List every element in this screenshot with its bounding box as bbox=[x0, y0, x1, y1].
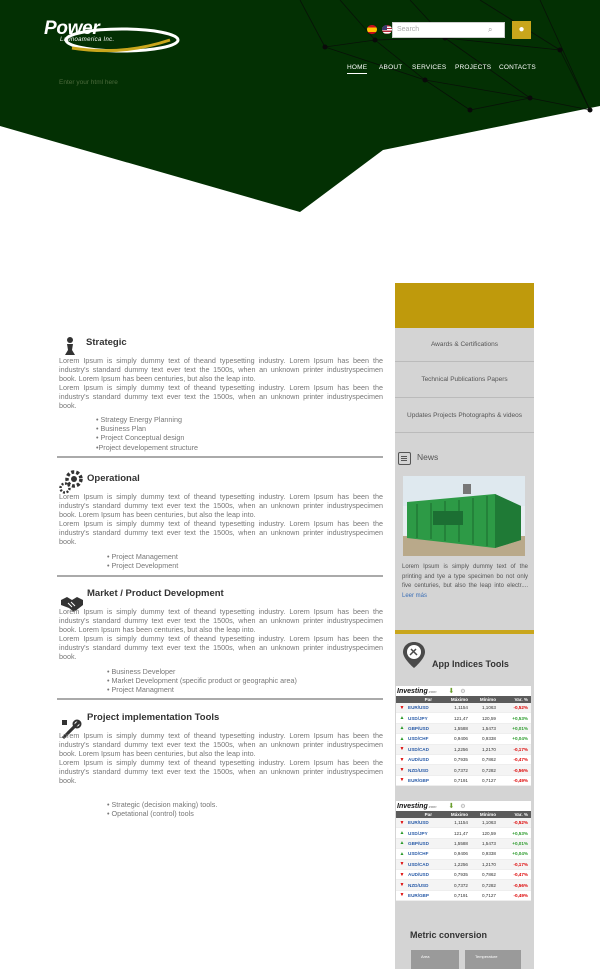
column-header: Var. % bbox=[514, 812, 528, 817]
section-tools-paragraph-1: Lorem Ipsum is simply dummy text of theand typesetting industry. Lorem Ipsum has been the industry's standard dummy text ever text the 1500s, when an unknown printer industryspecimen book. Lorem Ipsum has been centuries, but also the leap into. bbox=[59, 731, 383, 759]
cell-var: -0,52% bbox=[513, 705, 528, 711]
cell-var: +0,01% bbox=[512, 840, 528, 846]
column-header: Var. % bbox=[514, 697, 528, 702]
app-indices-title: App Indices Tools bbox=[432, 659, 509, 669]
search-icon[interactable]: ⌕ bbox=[488, 25, 493, 34]
news-body: Lorem Ipsum is simply dummy text of the printing and tye a type specimen bo not only five centuries, but also the leap into electr.... bbox=[402, 564, 528, 589]
cell-min: 1,1063 bbox=[481, 820, 496, 826]
investing-logo[interactable]: Investing.com bbox=[397, 802, 437, 810]
cell-var: +0,53% bbox=[512, 715, 528, 721]
cell-var: -0,47% bbox=[513, 757, 528, 763]
cell-var: -0,56% bbox=[513, 767, 528, 773]
table-row[interactable] bbox=[396, 839, 531, 849]
table-row[interactable] bbox=[396, 891, 531, 901]
section-operational-paragraph-1: Lorem Ipsum is simply dummy text of theand typesetting industry. Lorem Ipsum has been the industry's standard dummy text ever text the 1500s, when an unknown printer industryspecimen book. Lorem Ipsum has been centuries, but also the leap into. bbox=[59, 492, 383, 520]
news-image[interactable] bbox=[403, 476, 525, 556]
investing-widget-2 bbox=[396, 801, 531, 901]
list-item: • Project Conceptual design bbox=[96, 433, 185, 443]
section-market-paragraph-2: Lorem Ipsum is simply dummy text of theand typesetting industry. Lorem Ipsum has been the industry's standard dummy text ever text the 1500s, when an unknown printer industryspecimen book. bbox=[59, 634, 383, 662]
cell-max: 0,7372 bbox=[453, 767, 468, 773]
investing-logo[interactable]: Investing.com bbox=[397, 687, 437, 695]
cell-max: 0,9406 bbox=[453, 851, 468, 857]
investing-column-headers bbox=[396, 696, 531, 703]
metric-conversion-title: Metric conversion bbox=[410, 930, 488, 940]
user-button[interactable] bbox=[512, 21, 531, 39]
cell-pair[interactable]: AUD/USD bbox=[408, 872, 429, 878]
table-row[interactable] bbox=[396, 860, 531, 870]
up-arrow-icon: ▲ bbox=[399, 830, 405, 837]
nav-services[interactable]: SERVICES bbox=[412, 64, 447, 71]
table-row[interactable] bbox=[396, 724, 531, 734]
user-icon: ● bbox=[518, 24, 525, 35]
cell-var: -0,52% bbox=[513, 820, 528, 826]
down-arrow-icon: ▼ bbox=[399, 861, 405, 868]
sidebar-link-awards[interactable]: Awards & Certifications bbox=[395, 328, 534, 362]
down-arrow-icon: ▼ bbox=[399, 892, 405, 899]
list-item: • Strategic (decision making) tools. bbox=[107, 800, 218, 809]
up-arrow-icon: ▲ bbox=[399, 715, 405, 722]
cell-max: 0,7372 bbox=[453, 882, 468, 888]
chess-pawn-icon bbox=[64, 336, 76, 356]
cell-min: 1,2170 bbox=[481, 861, 496, 867]
table-row[interactable] bbox=[396, 703, 531, 713]
cell-min: 0,7862 bbox=[481, 872, 496, 878]
cell-var: -0,47% bbox=[513, 872, 528, 878]
cell-min: 120,59 bbox=[481, 830, 496, 836]
cell-var: +0,04% bbox=[512, 736, 528, 742]
list-item: • Market Development (specific product or geographic area) bbox=[107, 676, 297, 686]
up-arrow-icon: ▲ bbox=[399, 725, 405, 732]
metric-temperature-button[interactable]: Temperature bbox=[465, 950, 521, 969]
cell-min: 1,2170 bbox=[481, 746, 496, 752]
section-tools-paragraph-2: Lorem Ipsum is simply dummy text of theand typesetting industry. Lorem Ipsum has been the industry's standard dummy text ever text the 1500s, when an unknown printer industryspecimen book. bbox=[59, 758, 383, 786]
up-arrow-icon: ▲ bbox=[399, 850, 405, 857]
up-arrow-icon: ▲ bbox=[399, 735, 405, 742]
cell-pair[interactable]: EUR/GBP bbox=[408, 777, 429, 783]
table-row[interactable] bbox=[396, 734, 531, 744]
section-title-operational: Operational bbox=[87, 473, 140, 484]
cell-max: 0,7935 bbox=[453, 872, 468, 878]
cell-pair[interactable]: USD/CAD bbox=[408, 861, 429, 867]
table-row[interactable] bbox=[396, 849, 531, 859]
column-header: Máximo bbox=[450, 812, 468, 817]
investing-header bbox=[396, 686, 531, 696]
cell-pair[interactable]: EUR/GBP bbox=[408, 892, 429, 898]
investing-column-headers bbox=[396, 811, 531, 818]
download-arrow-icon[interactable]: ⬇ bbox=[448, 688, 455, 695]
cell-min: 1,5473 bbox=[481, 725, 496, 731]
cell-pair[interactable]: EUR/USD bbox=[408, 820, 429, 826]
cell-max: 1,2256 bbox=[453, 861, 468, 867]
cell-min: 0,7282 bbox=[481, 767, 496, 773]
cell-min: 0,7862 bbox=[481, 757, 496, 763]
cell-var: -0,49% bbox=[513, 892, 528, 898]
cell-pair[interactable]: AUD/USD bbox=[408, 757, 429, 763]
news-title: News bbox=[417, 452, 439, 462]
sidebar-link-publications[interactable]: Technical Publications Papers bbox=[395, 362, 534, 398]
sidebar-header-block bbox=[395, 283, 534, 328]
flag-spain-icon[interactable] bbox=[367, 25, 377, 34]
section-divider bbox=[57, 698, 383, 700]
header-tagline: Enter your html here bbox=[59, 79, 118, 86]
search-input[interactable]: Search bbox=[392, 22, 505, 38]
cell-var: +0,04% bbox=[512, 851, 528, 857]
cell-pair[interactable]: USD/JPY bbox=[408, 715, 428, 721]
sidebar-link-updates[interactable]: Updates Projects Photographs & videos bbox=[395, 398, 534, 433]
metric-area-button[interactable]: Area bbox=[411, 950, 459, 969]
logo-subtitle: Latinoamerica Inc. bbox=[60, 37, 115, 43]
cell-max: 121,47 bbox=[453, 830, 468, 836]
cell-max: 1,5588 bbox=[453, 840, 468, 846]
nav-projects[interactable]: PROJECTS bbox=[455, 64, 492, 71]
section-market-list bbox=[107, 667, 297, 695]
cell-min: 0,7282 bbox=[481, 882, 496, 888]
column-header: Par bbox=[424, 812, 432, 817]
list-item: • Project Management bbox=[107, 552, 178, 561]
settings-icon[interactable]: ⚙ bbox=[460, 803, 466, 810]
section-title-market: Market / Product Development bbox=[87, 588, 224, 599]
section-market-paragraph-1: Lorem Ipsum is simply dummy text of theand typesetting industry. Lorem Ipsum has been the industry's standard dummy text ever text the 1500s, when an unknown printer industryspecimen book. Lorem Ipsum has been centuries, but also the leap into. bbox=[59, 607, 383, 635]
cell-var: +0,53% bbox=[512, 830, 528, 836]
section-divider bbox=[57, 456, 383, 458]
section-strategic-paragraph-2: Lorem Ipsum is simply dummy text of theand typesetting industry. Lorem Ipsum has been the industry's standard dummy text ever text the 1500s, when an unknown printer industryspecimen book. bbox=[59, 383, 383, 411]
cell-var: -0,49% bbox=[513, 777, 528, 783]
download-arrow-icon[interactable]: ⬇ bbox=[448, 803, 455, 810]
down-arrow-icon: ▼ bbox=[399, 882, 405, 889]
cell-max: 1,5588 bbox=[453, 725, 468, 731]
cell-pair[interactable]: USD/CAD bbox=[408, 746, 429, 752]
logo[interactable]: Power bbox=[44, 18, 100, 39]
cell-min: 0,7127 bbox=[481, 892, 496, 898]
flag-usa-icon[interactable] bbox=[382, 25, 392, 34]
cell-max: 0,7935 bbox=[453, 757, 468, 763]
down-arrow-icon: ▼ bbox=[399, 777, 405, 784]
down-arrow-icon: ▼ bbox=[399, 756, 405, 763]
sidebar-separator bbox=[395, 630, 534, 634]
down-arrow-icon: ▼ bbox=[399, 746, 405, 753]
cell-min: 0,9338 bbox=[481, 736, 496, 742]
cell-pair[interactable]: USD/JPY bbox=[408, 830, 428, 836]
cell-max: 121,47 bbox=[453, 715, 468, 721]
down-arrow-icon: ▼ bbox=[399, 871, 405, 878]
settings-icon[interactable]: ⚙ bbox=[460, 688, 466, 695]
cell-min: 0,9338 bbox=[481, 851, 496, 857]
cell-min: 1,1063 bbox=[481, 705, 496, 711]
table-row[interactable] bbox=[396, 713, 531, 723]
table-row[interactable] bbox=[396, 745, 531, 755]
cell-var: +0,01% bbox=[512, 725, 528, 731]
cell-var: -0,17% bbox=[513, 746, 528, 752]
map-pin-icon bbox=[402, 641, 426, 669]
section-divider bbox=[57, 575, 383, 577]
cell-max: 0,7191 bbox=[453, 892, 468, 898]
table-row[interactable] bbox=[396, 776, 531, 786]
cell-min: 0,7127 bbox=[481, 777, 496, 783]
list-item: • Business Plan bbox=[96, 424, 147, 434]
section-operational-list bbox=[107, 552, 178, 570]
table-row[interactable] bbox=[396, 765, 531, 775]
column-header: Mínimo bbox=[479, 697, 496, 702]
cell-pair[interactable]: GBP/USD bbox=[408, 840, 429, 846]
table-row[interactable] bbox=[396, 818, 531, 828]
cell-pair[interactable]: NZD/USD bbox=[408, 882, 429, 888]
table-row[interactable] bbox=[396, 828, 531, 838]
section-title-tools: Project implementation Tools bbox=[87, 712, 220, 723]
column-header: Mínimo bbox=[479, 812, 496, 817]
cell-max: 1,1154 bbox=[454, 820, 468, 826]
column-header: Máximo bbox=[450, 697, 468, 702]
cell-min: 1,5473 bbox=[481, 840, 496, 846]
section-tools-list bbox=[107, 800, 217, 818]
cell-max: 1,1154 bbox=[454, 705, 468, 711]
cell-max: 0,7191 bbox=[453, 777, 468, 783]
up-arrow-icon: ▲ bbox=[399, 840, 405, 847]
news-icon bbox=[398, 452, 411, 465]
table-row[interactable] bbox=[396, 880, 531, 890]
cell-min: 120,59 bbox=[481, 715, 496, 721]
list-item: •Project developement structure bbox=[96, 442, 198, 452]
cell-max: 1,2256 bbox=[453, 746, 468, 752]
down-arrow-icon: ▼ bbox=[399, 819, 405, 826]
column-header: Par bbox=[424, 697, 432, 702]
section-strategic-list bbox=[96, 415, 198, 452]
section-operational-paragraph-2: Lorem Ipsum is simply dummy text of theand typesetting industry. Lorem Ipsum has been the industry's standard dummy text ever text the 1500s, when an unknown printer industryspecimen book. bbox=[59, 519, 383, 547]
cell-pair[interactable]: NZD/USD bbox=[408, 767, 429, 773]
section-strategic-paragraph-1: Lorem Ipsum is simply dummy text of theand typesetting industry. Lorem Ipsum has been the industry's standard dummy text ever text the 1500s, when an unknown printer industryspecimen book. Lorem Ipsum has been centuries, but also the leap into. bbox=[59, 356, 383, 384]
cell-pair[interactable]: EUR/USD bbox=[408, 705, 429, 711]
list-item: • Opetational (control) tools bbox=[107, 809, 194, 819]
investing-widget-1 bbox=[396, 686, 531, 786]
table-row[interactable] bbox=[396, 870, 531, 880]
section-title-strategic: Strategic bbox=[86, 337, 127, 348]
cell-var: -0,56% bbox=[513, 882, 528, 888]
cell-pair[interactable]: USD/CHF bbox=[408, 736, 429, 742]
table-row[interactable] bbox=[396, 755, 531, 765]
list-item: • Strategy Energy Planning bbox=[96, 415, 183, 424]
list-item: • Business Developer bbox=[107, 667, 176, 676]
news-read-more-link[interactable]: Leer más bbox=[402, 592, 428, 599]
news-text bbox=[402, 563, 528, 601]
nav-contacts[interactable]: CONTACTS bbox=[499, 64, 536, 71]
cell-var: -0,17% bbox=[513, 861, 528, 867]
cell-pair[interactable]: USD/CHF bbox=[408, 851, 429, 857]
down-arrow-icon: ▼ bbox=[399, 704, 405, 711]
cell-max: 0,9406 bbox=[453, 736, 468, 742]
nav-about[interactable]: ABOUT bbox=[379, 64, 403, 71]
down-arrow-icon: ▼ bbox=[399, 767, 405, 774]
nav-home[interactable]: HOME bbox=[347, 64, 367, 74]
list-item: • Project Managment bbox=[107, 685, 174, 695]
list-item: • Project Development bbox=[107, 561, 179, 571]
investing-header bbox=[396, 801, 531, 811]
cell-pair[interactable]: GBP/USD bbox=[408, 725, 429, 731]
